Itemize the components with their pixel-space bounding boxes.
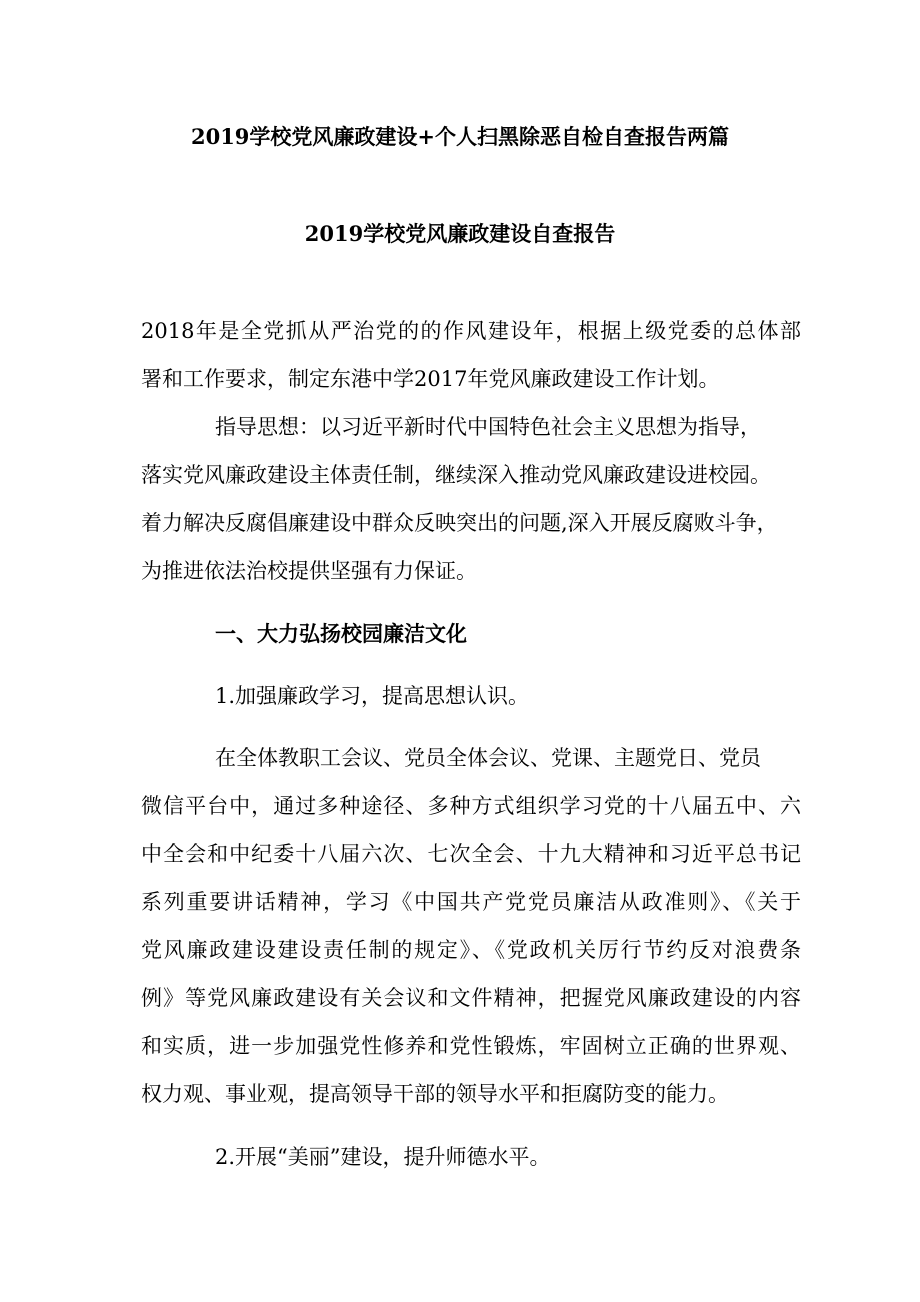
paragraph-3-line-1: 在全体教职工会议、党员全体会议、党课、主题党日、党员 xyxy=(215,746,761,770)
paragraph-2-line-2: 落实党风廉政建设主体责任制，继续深入推动党风廉政建设进校园。 xyxy=(141,463,771,487)
paragraph-1-line-2: 署和工作要求，制定东港中学2017年党风廉政建设工作计划。 xyxy=(141,367,720,391)
paragraph-2-line-4: 为推进依法治校提供坚强有力保证。 xyxy=(141,559,477,583)
item-2-heading: 2.开展“美丽”建设，提升师德水平。 xyxy=(215,1145,551,1169)
paragraph-2-line-1: 指导思想：以习近平新时代中国特色社会主义思想为指导， xyxy=(215,415,761,439)
paragraph-2-line-3: 着力解决反腐倡廉建设中群众反映突出的问题,深入开展反腐败斗争， xyxy=(141,511,778,535)
sub-title: 2019学校党风廉政建设自查报告 xyxy=(304,221,616,246)
main-title: 2019学校党风廉政建设+个人扫黑除恶自检自查报告两篇 xyxy=(190,124,730,149)
paragraph-3-line-7: 和实质，进一步加强党性修养和党性锻炼，牢固树立正确的世界观、 xyxy=(141,1034,801,1058)
paragraph-3-line-4: 系列重要讲话精神，学习《中国共产党党员廉洁从政准则》、《关于 xyxy=(141,890,801,914)
paragraph-1-line-1: 2018年是全党抓从严治党的的作风建设年，根据上级党委的总体部 xyxy=(141,319,801,343)
paragraph-3-line-5: 党风廉政建设建设责任制的规定》、《党政机关厉行节约反对浪费条 xyxy=(141,938,801,962)
paragraph-3-line-6: 例》等党风廉政建设有关会议和文件精神，把握党风廉政建设的内容 xyxy=(141,986,801,1010)
paragraph-3-line-3: 中全会和中纪委十八届六次、七次全会、十九大精神和习近平总书记 xyxy=(141,842,801,866)
item-1-heading: 1.加强廉政学习，提高思想认识。 xyxy=(215,684,530,708)
section-1-heading: 一、大力弘扬校园廉洁文化 xyxy=(215,621,467,646)
paragraph-3-line-2: 微信平台中，通过多种途径、多种方式组织学习党的十八届五中、六 xyxy=(141,794,801,818)
paragraph-3-line-8: 权力观、事业观，提高领导干部的领导水平和拒腐防变的能力。 xyxy=(141,1082,729,1106)
